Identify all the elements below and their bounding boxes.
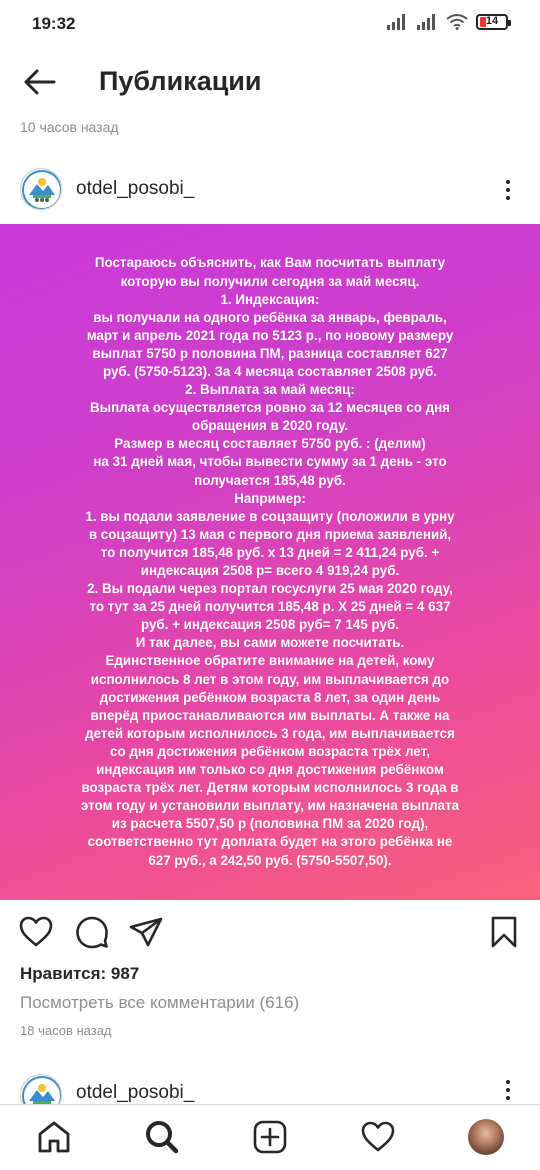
status-bar [0,0,540,50]
previous-post-timestamp: 10 часов назад [20,119,119,135]
bookmark-icon [486,914,522,950]
org-logo-icon [21,1075,62,1104]
search-icon [144,1119,180,1155]
likes-count[interactable]: Нравится: 987 [20,964,140,983]
nav-profile-avatar[interactable] [468,1119,504,1155]
org-logo-icon [21,169,62,210]
more-dot [506,1080,510,1084]
nav-search-button[interactable] [144,1119,180,1155]
battery-icon [476,14,508,30]
status-time: 19:32 [32,14,76,33]
battery-percent: 14 [485,15,499,27]
signal-icon [416,14,438,30]
more-dot [506,180,510,184]
arrow-left-icon [20,62,60,102]
post-timestamp: 18 часов назад [20,1023,112,1038]
nav-activity-button[interactable] [360,1119,396,1155]
avatar[interactable] [20,168,62,210]
next-post-header [0,1064,540,1104]
more-dot [506,1096,510,1100]
avatar[interactable] [20,1074,62,1104]
wifi-icon [446,14,468,30]
paper-plane-icon [128,914,164,950]
heart-icon [360,1119,396,1155]
heart-icon [18,914,54,950]
signal-icon [386,14,408,30]
status-icons [386,14,508,30]
nav-home-button[interactable] [36,1119,72,1155]
page-title: Публикации [99,66,262,96]
post-image[interactable] [0,224,540,900]
share-button[interactable] [128,914,164,950]
app-header [0,52,540,112]
next-post-username[interactable]: otdel_posobi_ [76,1082,195,1103]
home-icon [36,1119,72,1155]
more-dot [506,1088,510,1092]
speech-bubble-icon [74,914,110,950]
view-comments-link[interactable]: Посмотреть все комментарии (616) [20,993,300,1012]
more-dot [506,188,510,192]
post-image-text: Постараюсь объяснить, как Вам посчитать выплату которую вы получили сегодня за май месяц. 1. Индексация: вы получали на одного ребёнка за январь, февраль, март и апрель 2021 года по 5123 р., по новому размеру выплат 5750 р половина ПМ, разница составляет 627 руб. (5750-5123). За 4 месяца составляет 2508 руб. 2. Выплата за май месяц: Выплата осуществляется ровно за 12 месяцев со дня обращения в 2020 году. Размер в месяц составляет 5750 руб. : (делим) на 31 дней мая, чтобы вывести сумму за 1 день - это получается 185,48 руб. Например: 1. вы подали заявление в соцзащиту (положили в урну в соцзащиту) 13 мая с первого дня приема заявлений, то получится 185,48 руб. х 13 дней = 2 411,24 руб. + индексация 2508 р= всего 4 919,24 руб. 2. Вы подали через портал госуслуги 25 мая 2020 году, то тут за 25 дней получится 185,48 р. Х 25 дней = 4 637 руб. + индексация 2508 руб= 7 145 руб. И так далее, вы сами можете посчитать. Единственное обратите внимание на детей, кому исполнилось 8 лет в этом году, им выплачивается до достижения ребёнком возраста 8 лет, за один день вперёд приостанавливаются им выплаты. А также на детей которым исполнилось 3 года, им выплачивается со дня достижения ребёнком возраста трёх лет, индексация им только со дня достижения ребёнком возраста трёх лет. Детям которым исполнилось 3 года в этом году и установили выплату, им назначена выплата из расчета 5507,50 р (половина ПМ за 2020 год), соответственно тут доплата будет на этого ребёнка не 627 руб., а 242,50 руб. (5750-5507,50). [80,255,460,868]
like-button[interactable] [18,914,54,950]
plus-square-icon [252,1119,288,1155]
nav-add-button[interactable] [252,1119,288,1155]
back-button[interactable] [20,62,60,102]
more-dot [506,196,510,200]
post-header [0,160,540,220]
post-actions [0,910,540,954]
comment-button[interactable] [74,914,110,950]
post-username[interactable]: otdel_posobi_ [76,178,195,199]
more-options-button[interactable] [494,1080,522,1104]
more-options-button[interactable] [494,172,522,208]
save-button[interactable] [486,914,522,950]
bottom-nav [0,1104,540,1170]
